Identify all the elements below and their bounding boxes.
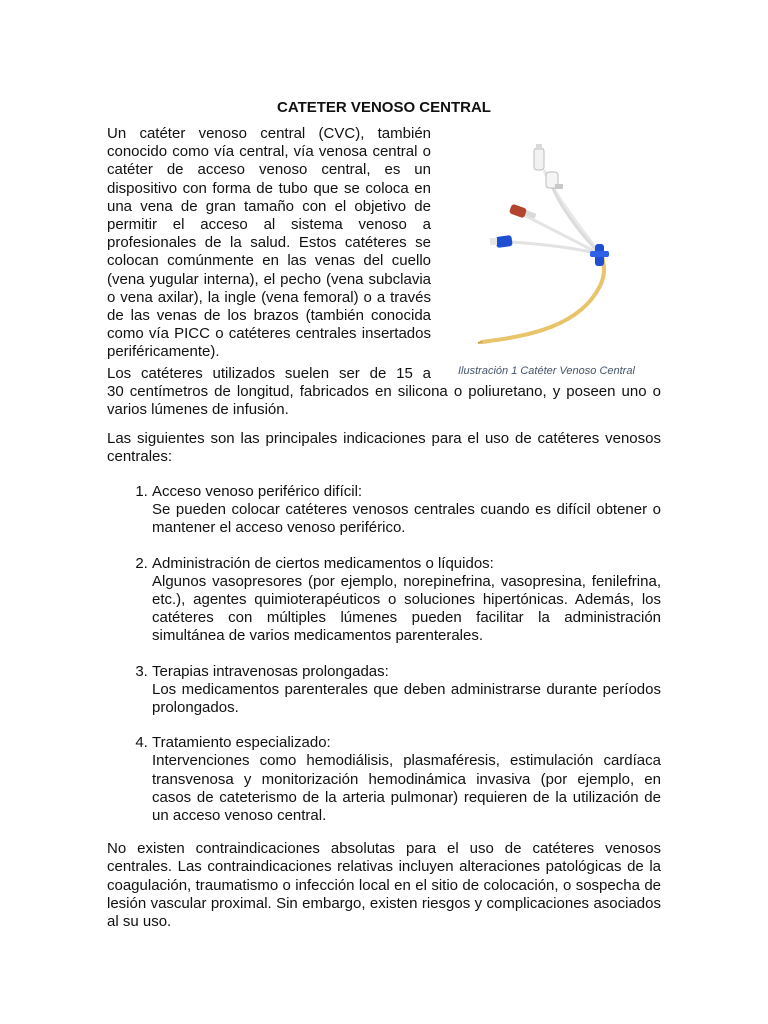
top-connector [534, 144, 544, 170]
length-paragraph-start: Los catéteres utilizados suelen ser de 15 a [107, 365, 431, 382]
indication-description: Se pueden colocar catéteres venosos centrales cuando es difícil obtener o mantener el acceso venoso periférico. [152, 501, 661, 537]
indication-description: Algunos vasopresores (por ejemplo, norepinefrina, vasopresina, fenilefrina, etc.), agentes quimioterapéuticos o soluciones hipertónicas. Además, los catéteres con múltiples lúmenes pueden facilitar la administración simultánea de varios medicamentos parenterales. [152, 572, 661, 645]
indication-description: Los medicamentos parenterales que deben administrarse durante períodos prolongados. [152, 680, 661, 717]
second-connector [546, 172, 563, 189]
indication-title: 1. Acceso venoso periférico difícil: [152, 483, 363, 501]
intro-paragraph: Un catéter venoso central (CVC), también conocido como vía central, vía venosa central o catéter de acceso venoso central, es un dispositivo con forma de tubo que se coloca en una vena de gran tamaño con el objetivo de permitir el acceso al sistema venoso a profesionales de la salud. Estos catéteres se colocan comúnmente en las venas del cuello (vena yugular interna), el pecho (vena subclavia o vena axilar), la ingle (vena femoral) o a través de las venas de los brazos (también conocida como vía PICC o catéteres centrales insertados periféricamente). [107, 125, 431, 361]
catheter-figure [460, 136, 660, 376]
indication-description: Intervenciones como hemodiálisis, plasmaféresis, estimulación cardíaca transvenosa y monitorización hemodinámica invasiva (por ejemplo, en casos de cateterismo de la arteria pulmonar) requieren de la utilización de un acceso venoso central. [152, 752, 661, 825]
indication-title: 4. Tratamiento especializado: [152, 734, 331, 752]
document-body [107, 365, 661, 931]
blue-connector [490, 235, 513, 248]
length-paragraph [107, 365, 661, 420]
indication-title: 3. Terapias intravenosas prolongadas: [152, 662, 389, 680]
document-title: CATETER VENOSO CENTRAL [277, 99, 491, 116]
length-paragraph-rest: 30 centímetros de longitud, fabricados en silicona o poliuretano, y poseen uno o varios lúmenes de infusión. [107, 383, 661, 419]
closing-paragraph: No existen contraindicaciones absolutas para el uso de catéteres venosos centrales. Las contraindicaciones relativas incluyen alteraciones patológicas de la coagulación, traumatismo o infección local en el sitio de colocación, o sospecha de lesión vascular proximal. Sin embargo, existen riesgos y complicaciones asociados al su uso. [107, 840, 661, 931]
list-item [152, 483, 661, 538]
list-item [152, 555, 661, 646]
indications-intro: Las siguientes son las principales indicaciones para el uso de catéteres venosos centrales: [107, 429, 661, 465]
indications-list [107, 483, 661, 825]
catheter-body [482, 256, 604, 342]
list-item [152, 663, 661, 718]
indication-title: 2. Administración de ciertos medicamentos o líquidos: [152, 554, 494, 572]
figure-caption: Ilustración 1 Catéter Venoso Central [458, 365, 635, 377]
red-clamp [509, 204, 537, 219]
list-item [152, 734, 661, 825]
catheter-image [460, 136, 660, 356]
